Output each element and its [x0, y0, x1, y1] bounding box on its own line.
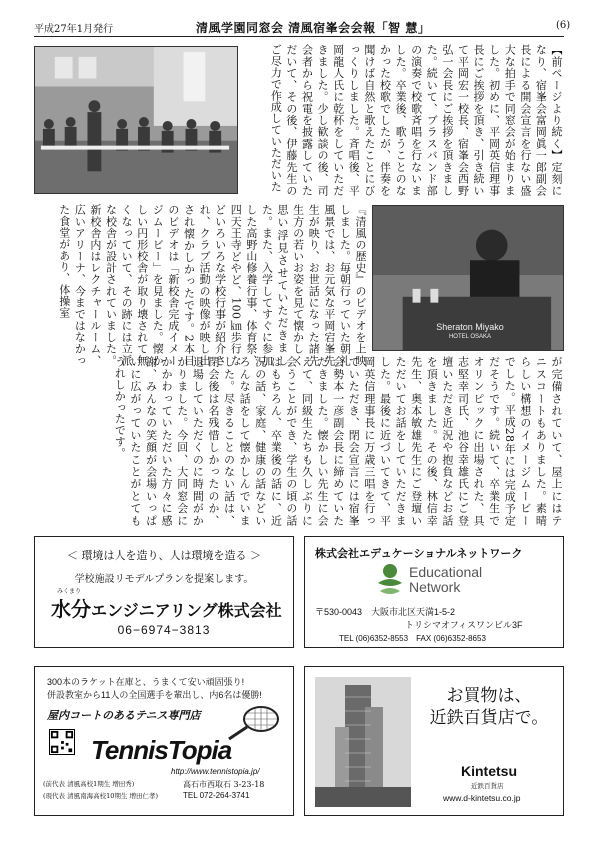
- edu-logo-icon: [375, 563, 405, 599]
- ad-kintetsu-catch1: お買物は、: [446, 686, 532, 706]
- ad-tennis-brand: TennisTopia: [91, 735, 232, 765]
- ad-mizubun-company: [51, 593, 282, 622]
- ad-tennis-tel: TEL 072-264-3741: [183, 791, 250, 800]
- ad-tennistopia: [34, 666, 294, 816]
- ad-tennis-line1: 300本のラケット在庫と、うまくて安い頑固張り!: [47, 677, 245, 687]
- ad-mizubun-slogan: ＜ 環境は人を造り、人は環境を造る ＞: [67, 549, 261, 562]
- newsletter-title: 清風学園同窓会 清風宿峯会会報「智 慧」: [196, 21, 431, 35]
- ad-mizubun-tagline: 学校施設リモデルプランを提案します。: [74, 574, 254, 585]
- tennis-racket-icon: [223, 703, 281, 743]
- abeno-harukas-photo: [315, 677, 411, 807]
- ad-mizubun-name-rest: エンジニアリング株式会社: [91, 603, 282, 620]
- ad-kintetsu-catch: [419, 685, 559, 729]
- ad-tennis-line2: 併設教室から11人の全国選手を輩出し、内6名は優勝!: [47, 690, 262, 700]
- speaker-photo: [372, 205, 564, 351]
- article-column-1: 【前ページより続く】定刻になり、宿峯会富岡眞一郎副会長による開会宣言を行ない盛大な拍手で同窓会が始まりました。初めに、平岡英信理事長にご挨拶を頂き、引き続いて平岡宏一校長、宿峯会西野弘一会長にご挨拶を頂きました。続いて、ブラスバンド部の演奏で校歌斉唱を行ないました。卒業後、歌うことのなかった校歌でしたが、伴奏を聞けば自然と歌えたことにびっくりしました。斉唱後、平岡龍人氏に乾杯をしていただきました。少し歓談の後、司会者から祝電を披露していただいて、その後、伊藤先生のご尽力で作成していただいた: [269, 44, 563, 196]
- ad-kintetsu-brand: Kintetsu: [461, 763, 517, 779]
- ad-mizubun-name-kanji: 水分: [51, 597, 91, 621]
- ad-mizubun: [34, 536, 294, 648]
- article-column-3: が完備されていて、屋上にはテニスコートもありました。素晴らしい構想のイメージムービーでした。平成28年には完成予定だそうです。続いて、卒業生でオリンピックに出場された、具志堅幸司氏、池谷幸雄氏にご登壇いただき近況や抱負などお話を頂きました。その後、林信幸先生、奥本敏雄先生にご登壇いただいてお話をしていただきました。最後に近づいてきて、平岡英信理事長に万歳三唱を行っていただき、閉会宣言には宿峯会勢本一彦副会長に締めていただきました。懐かしい先生に会えて、同級生たちも久しぶりに会うことができ、学生の頃の話はもちろん、卒業後の話に、近況の話、家庭、健康の話などいろんな話をして懐かしんでいました。尽きることのない話は、閉会後は名残惜しかったのか、退場していただくのに時間がかかりました。今回、大同窓会にかかわっていただいた方々に感謝、みんなの笑顔が会場いっぱいに広がっていたことがとてもうれしかったです。: [113, 356, 563, 526]
- ad-tennis-rep1: (前代表 清風高校1期生 増田秀): [43, 780, 135, 788]
- ad-mizubun-phone: 06−6974−3813: [117, 623, 211, 637]
- page-number: (6): [556, 20, 571, 31]
- ad-kintetsu: [304, 666, 564, 816]
- ad-kintetsu-url: www.d-kintetsu.co.jp: [443, 793, 521, 803]
- ad-kintetsu-catch2: 近鉄百貨店で。: [429, 708, 549, 728]
- ad-edu-logo-line1: Educational: [409, 564, 483, 580]
- qr-code-icon: [49, 729, 75, 755]
- article-column-2: 『清風の歴史』のビデオを上映しました。毎朝行っていた朝礼風景では、お元気な平岡宕峯先生が映り、お世話になった諸先生方の若いお姿を見て懐かしく思い浮見させていただきました。また、入学してすぐに参加した高野山修養行事、体育祭、四天王寺どやど、100㎞歩行などいろいろな学校行事が紹介され、クラブ活動の映像が映し出され懐かしかったです。2本目のビデオは「新校舎完成イメージムービー」を見ました。懐かしい円形校舎が取り壊されて無くなっていて、その跡には立派な校舎が設計されていました。新校舎内はレクチャールーム、広いアリーナ、今まではなかった食堂があり、体操室: [57, 204, 367, 366]
- hotel-logo-sub: HOTEL OSAKA: [448, 334, 492, 340]
- ad-edu-address1: 〒530-0043 大阪市北区天満1-5-2: [315, 607, 456, 617]
- ad-edu-company: 株式会社エデュケーショナルネットワーク: [315, 547, 523, 560]
- ad-tennis-address: 高石市西取石 3-23-18: [183, 780, 265, 789]
- ad-mizubun-ruby: みくまり: [57, 588, 82, 595]
- ad-kintetsu-brand-sub: 近鉄百貨店: [471, 782, 504, 790]
- ad-edu-address2: トリシマオフィスワンビル3F: [405, 620, 523, 630]
- ad-edu-logo-line2: Network: [409, 579, 461, 595]
- header-rule: [34, 36, 564, 37]
- hotel-logo-name: Sheraton Miyako: [436, 322, 504, 332]
- ad-edu-tel: TEL (06)6352-8553 FAX (06)6352-8653: [339, 634, 486, 643]
- ad-tennis-subtitle: 屋内コートのあるテニス専門店: [47, 709, 201, 722]
- issue-date: 平成27年1月発行: [34, 24, 114, 35]
- ad-edu-logo-text: [409, 565, 482, 595]
- ad-edu-network: [304, 536, 564, 648]
- ad-tennis-rep2: (現代表 清風南海高校10期生 増田仁孝): [43, 792, 158, 800]
- ad-tennis-url: http://www.tennistopia.jp/: [171, 767, 260, 776]
- brass-band-photo: [34, 46, 238, 194]
